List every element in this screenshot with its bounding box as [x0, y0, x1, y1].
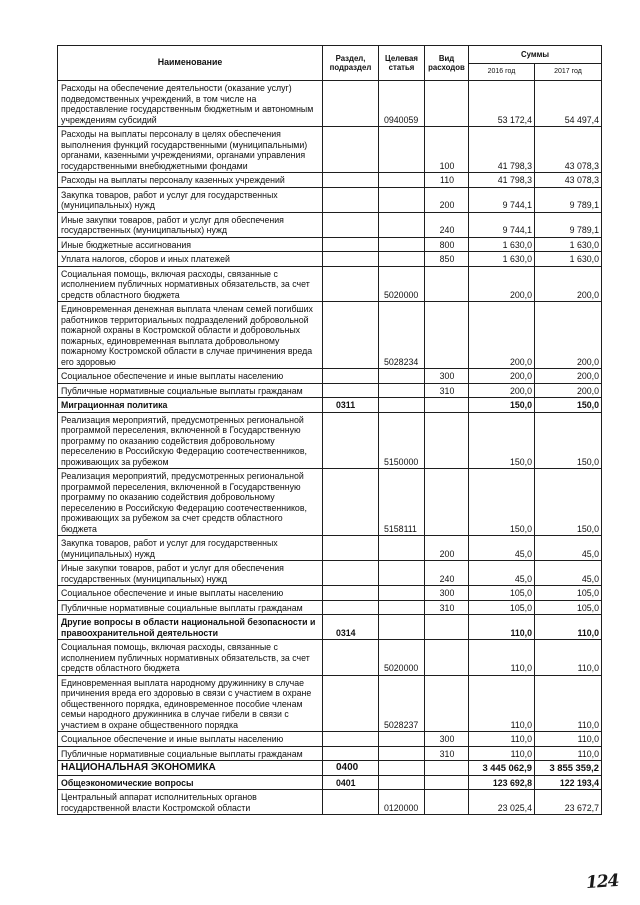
cell-expense-type: 300	[425, 732, 469, 747]
cell-expense-type: 200	[425, 187, 469, 212]
cell-name: Расходы на обеспечение деятельности (оказание услуг) подведомственных учреждений, в том числе на предоставление государственным бюджетным и автономным учреждениям субсидий	[58, 81, 323, 127]
cell-name: Публичные нормативные социальные выплаты гражданам	[58, 383, 323, 398]
cell-name: Единовременная денежная выплата членам семей погибших работников территориальных подразделений добровольной пожарной охраны в Костромской области и добровольных пожарных, единовременная выплата добровольному пожарному Костромской области в случае причинения вреда его здоровью	[58, 302, 323, 369]
cell-expense-type	[425, 266, 469, 302]
header-year-2016: 2016 год	[469, 64, 535, 81]
cell-section	[323, 600, 379, 615]
cell-sum-2017: 23 672,7	[535, 790, 602, 815]
table-row	[58, 237, 602, 252]
cell-sum-2016: 110,0	[469, 640, 535, 676]
cell-sum-2016: 110,0	[469, 732, 535, 747]
cell-target-article: 5028234	[379, 302, 425, 369]
cell-sum-2016: 1 630,0	[469, 252, 535, 267]
cell-section	[323, 675, 379, 732]
cell-sum-2016: 150,0	[469, 398, 535, 413]
cell-sum-2017: 9 789,1	[535, 187, 602, 212]
cell-section	[323, 412, 379, 469]
table-row	[58, 790, 602, 815]
header-name: Наименование	[58, 46, 323, 81]
cell-expense-type: 240	[425, 561, 469, 586]
cell-section	[323, 746, 379, 761]
table-row	[58, 173, 602, 188]
cell-name: Реализация мероприятий, предусмотренных региональной программой переселения, включенной в Государственную программу по оказанию содействия добровольному переселению в Российскую Федерацию соотечественников, проживающих за рубежом	[58, 412, 323, 469]
cell-target-article	[379, 586, 425, 601]
cell-sum-2017: 1 630,0	[535, 237, 602, 252]
cell-sum-2016: 150,0	[469, 469, 535, 536]
cell-sum-2017: 54 497,4	[535, 81, 602, 127]
table-row	[58, 536, 602, 561]
cell-sum-2016: 41 798,3	[469, 173, 535, 188]
cell-name: Социальная помощь, включая расходы, связанные с исполнением публичных нормативных обязательств, за счет средств областного бюджета	[58, 266, 323, 302]
cell-name: Закупка товаров, работ и услуг для государственных (муниципальных) нужд	[58, 536, 323, 561]
cell-sum-2016: 123 692,8	[469, 775, 535, 790]
cell-name: Публичные нормативные социальные выплаты гражданам	[58, 746, 323, 761]
cell-section	[323, 127, 379, 173]
cell-sum-2016: 110,0	[469, 615, 535, 640]
cell-expense-type: 850	[425, 252, 469, 267]
cell-target-article	[379, 536, 425, 561]
cell-name: Иные закупки товаров, работ и услуг для обеспечения государственных (муниципальных) нужд	[58, 561, 323, 586]
cell-expense-type	[425, 790, 469, 815]
cell-name: Центральный аппарат исполнительных органов государственной власти Костромской области	[58, 790, 323, 815]
cell-target-article	[379, 212, 425, 237]
cell-sum-2016: 200,0	[469, 302, 535, 369]
cell-name: Уплата налогов, сборов и иных платежей	[58, 252, 323, 267]
cell-sum-2017: 110,0	[535, 732, 602, 747]
cell-section	[323, 237, 379, 252]
cell-section	[323, 187, 379, 212]
cell-sum-2017: 200,0	[535, 302, 602, 369]
table-body	[58, 81, 602, 815]
cell-target-article: 5158111	[379, 469, 425, 536]
cell-target-article	[379, 615, 425, 640]
cell-sum-2016: 3 445 062,9	[469, 761, 535, 776]
cell-target-article: 0120000	[379, 790, 425, 815]
cell-expense-type: 800	[425, 237, 469, 252]
cell-target-article	[379, 746, 425, 761]
cell-section	[323, 302, 379, 369]
cell-section: 0314	[323, 615, 379, 640]
cell-sum-2017: 150,0	[535, 398, 602, 413]
cell-section	[323, 469, 379, 536]
cell-target-article: 5150000	[379, 412, 425, 469]
cell-target-article: 5020000	[379, 266, 425, 302]
cell-sum-2016: 9 744,1	[469, 187, 535, 212]
cell-expense-type: 300	[425, 369, 469, 384]
cell-expense-type	[425, 675, 469, 732]
cell-sum-2016: 45,0	[469, 561, 535, 586]
table-row	[58, 675, 602, 732]
cell-expense-type	[425, 775, 469, 790]
cell-name: Единовременная выплата народному дружиннику в случае причинения вреда его здоровью в связи с участием в охране общественного порядка, единовременное пособие членам семьи народного дружинника в случае гибели в связи с участием в охране общественного порядка	[58, 675, 323, 732]
cell-name: Закупка товаров, работ и услуг для государственных (муниципальных) нужд	[58, 187, 323, 212]
cell-section	[323, 266, 379, 302]
cell-expense-type: 200	[425, 536, 469, 561]
cell-name: Социальное обеспечение и иные выплаты населению	[58, 732, 323, 747]
table-row	[58, 127, 602, 173]
cell-sum-2017: 110,0	[535, 615, 602, 640]
cell-name: Расходы на выплаты персоналу казенных учреждений	[58, 173, 323, 188]
table-row	[58, 561, 602, 586]
cell-name: Социальное обеспечение и иные выплаты населению	[58, 369, 323, 384]
table-row	[58, 469, 602, 536]
cell-target-article	[379, 173, 425, 188]
cell-sum-2016: 41 798,3	[469, 127, 535, 173]
cell-name: Социальное обеспечение и иные выплаты населению	[58, 586, 323, 601]
cell-sum-2017: 110,0	[535, 675, 602, 732]
cell-sum-2017: 200,0	[535, 369, 602, 384]
cell-name: Иные закупки товаров, работ и услуг для обеспечения государственных (муниципальных) нужд	[58, 212, 323, 237]
cell-name: Расходы на выплаты персоналу в целях обеспечения выполнения функций государственными (муниципальными) органами, казенными учреждениями, органами управления государственными внебюджетными фондами	[58, 127, 323, 173]
header-sums: Суммы	[469, 46, 602, 64]
cell-expense-type: 310	[425, 746, 469, 761]
cell-target-article	[379, 775, 425, 790]
cell-target-article: 0940059	[379, 81, 425, 127]
cell-sum-2016: 200,0	[469, 266, 535, 302]
cell-section	[323, 732, 379, 747]
cell-section	[323, 640, 379, 676]
header-year-2017: 2017 год	[535, 64, 602, 81]
page-number: 124	[585, 870, 620, 894]
table-row	[58, 775, 602, 790]
table-row	[58, 302, 602, 369]
cell-name: Реализация мероприятий, предусмотренных региональной программой переселения, включенной в Государственную программу по оказанию содействия добровольному переселению в Российскую Федерацию соотечественников, проживающих за рубежом за счет средств областного бюджета	[58, 469, 323, 536]
cell-name: Общеэкономические вопросы	[58, 775, 323, 790]
cell-sum-2017: 45,0	[535, 536, 602, 561]
table-row	[58, 398, 602, 413]
cell-target-article	[379, 383, 425, 398]
cell-name: Иные бюджетные ассигнования	[58, 237, 323, 252]
cell-sum-2017: 110,0	[535, 640, 602, 676]
cell-expense-type: 110	[425, 173, 469, 188]
cell-sum-2017: 1 630,0	[535, 252, 602, 267]
cell-sum-2016: 150,0	[469, 412, 535, 469]
table-row	[58, 761, 602, 776]
cell-target-article	[379, 369, 425, 384]
cell-sum-2017: 150,0	[535, 469, 602, 536]
cell-target-article: 5020000	[379, 640, 425, 676]
cell-expense-type	[425, 761, 469, 776]
table-row	[58, 600, 602, 615]
table-row	[58, 187, 602, 212]
cell-sum-2017: 3 855 359,2	[535, 761, 602, 776]
cell-name: Публичные нормативные социальные выплаты гражданам	[58, 600, 323, 615]
table-row	[58, 615, 602, 640]
cell-section	[323, 81, 379, 127]
cell-section: 0311	[323, 398, 379, 413]
cell-sum-2017: 150,0	[535, 412, 602, 469]
cell-target-article	[379, 561, 425, 586]
cell-sum-2016: 45,0	[469, 536, 535, 561]
cell-expense-type: 100	[425, 127, 469, 173]
cell-sum-2016: 23 025,4	[469, 790, 535, 815]
table-row	[58, 732, 602, 747]
cell-expense-type	[425, 469, 469, 536]
cell-sum-2017: 122 193,4	[535, 775, 602, 790]
cell-sum-2016: 1 630,0	[469, 237, 535, 252]
cell-expense-type: 310	[425, 600, 469, 615]
cell-expense-type	[425, 398, 469, 413]
cell-name: НАЦИОНАЛЬНАЯ ЭКОНОМИКА	[58, 761, 323, 776]
table-row	[58, 640, 602, 676]
cell-sum-2016: 110,0	[469, 675, 535, 732]
cell-expense-type	[425, 412, 469, 469]
cell-target-article	[379, 398, 425, 413]
cell-section	[323, 252, 379, 267]
cell-sum-2016: 9 744,1	[469, 212, 535, 237]
cell-section	[323, 586, 379, 601]
header-target-article: Целевая статья	[379, 46, 425, 81]
cell-sum-2017: 105,0	[535, 600, 602, 615]
cell-section	[323, 212, 379, 237]
cell-target-article	[379, 600, 425, 615]
cell-sum-2016: 105,0	[469, 586, 535, 601]
cell-section: 0401	[323, 775, 379, 790]
table-row	[58, 746, 602, 761]
cell-sum-2017: 200,0	[535, 266, 602, 302]
cell-expense-type	[425, 615, 469, 640]
cell-sum-2017: 200,0	[535, 383, 602, 398]
table-row	[58, 383, 602, 398]
cell-sum-2017: 43 078,3	[535, 127, 602, 173]
cell-sum-2016: 200,0	[469, 383, 535, 398]
cell-section	[323, 536, 379, 561]
cell-target-article	[379, 252, 425, 267]
cell-expense-type: 300	[425, 586, 469, 601]
cell-sum-2017: 110,0	[535, 746, 602, 761]
cell-section	[323, 561, 379, 586]
budget-table	[57, 45, 602, 815]
cell-sum-2016: 105,0	[469, 600, 535, 615]
cell-target-article	[379, 187, 425, 212]
cell-expense-type	[425, 81, 469, 127]
cell-sum-2016: 200,0	[469, 369, 535, 384]
cell-expense-type	[425, 640, 469, 676]
cell-sum-2017: 105,0	[535, 586, 602, 601]
table-header	[58, 46, 602, 81]
cell-expense-type: 310	[425, 383, 469, 398]
cell-section	[323, 383, 379, 398]
cell-name: Другие вопросы в области национальной безопасности и правоохранительной деятельности	[58, 615, 323, 640]
cell-section	[323, 790, 379, 815]
cell-sum-2016: 53 172,4	[469, 81, 535, 127]
header-section: Раздел, подраздел	[323, 46, 379, 81]
cell-section	[323, 369, 379, 384]
cell-sum-2016: 110,0	[469, 746, 535, 761]
table-row	[58, 369, 602, 384]
cell-target-article	[379, 237, 425, 252]
table-row	[58, 266, 602, 302]
cell-name: Социальная помощь, включая расходы, связанные с исполнением публичных нормативных обязательств, за счет средств областного бюджета	[58, 640, 323, 676]
table-row	[58, 81, 602, 127]
cell-target-article	[379, 761, 425, 776]
cell-sum-2017: 43 078,3	[535, 173, 602, 188]
cell-name: Миграционная политика	[58, 398, 323, 413]
table-row	[58, 252, 602, 267]
cell-expense-type	[425, 302, 469, 369]
cell-sum-2017: 45,0	[535, 561, 602, 586]
cell-target-article	[379, 127, 425, 173]
header-expense-type: Вид расходов	[425, 46, 469, 81]
table-row	[58, 412, 602, 469]
cell-target-article: 5028237	[379, 675, 425, 732]
cell-section	[323, 173, 379, 188]
cell-expense-type: 240	[425, 212, 469, 237]
table-row	[58, 212, 602, 237]
cell-target-article	[379, 732, 425, 747]
cell-section: 0400	[323, 761, 379, 776]
cell-sum-2017: 9 789,1	[535, 212, 602, 237]
table-row	[58, 586, 602, 601]
